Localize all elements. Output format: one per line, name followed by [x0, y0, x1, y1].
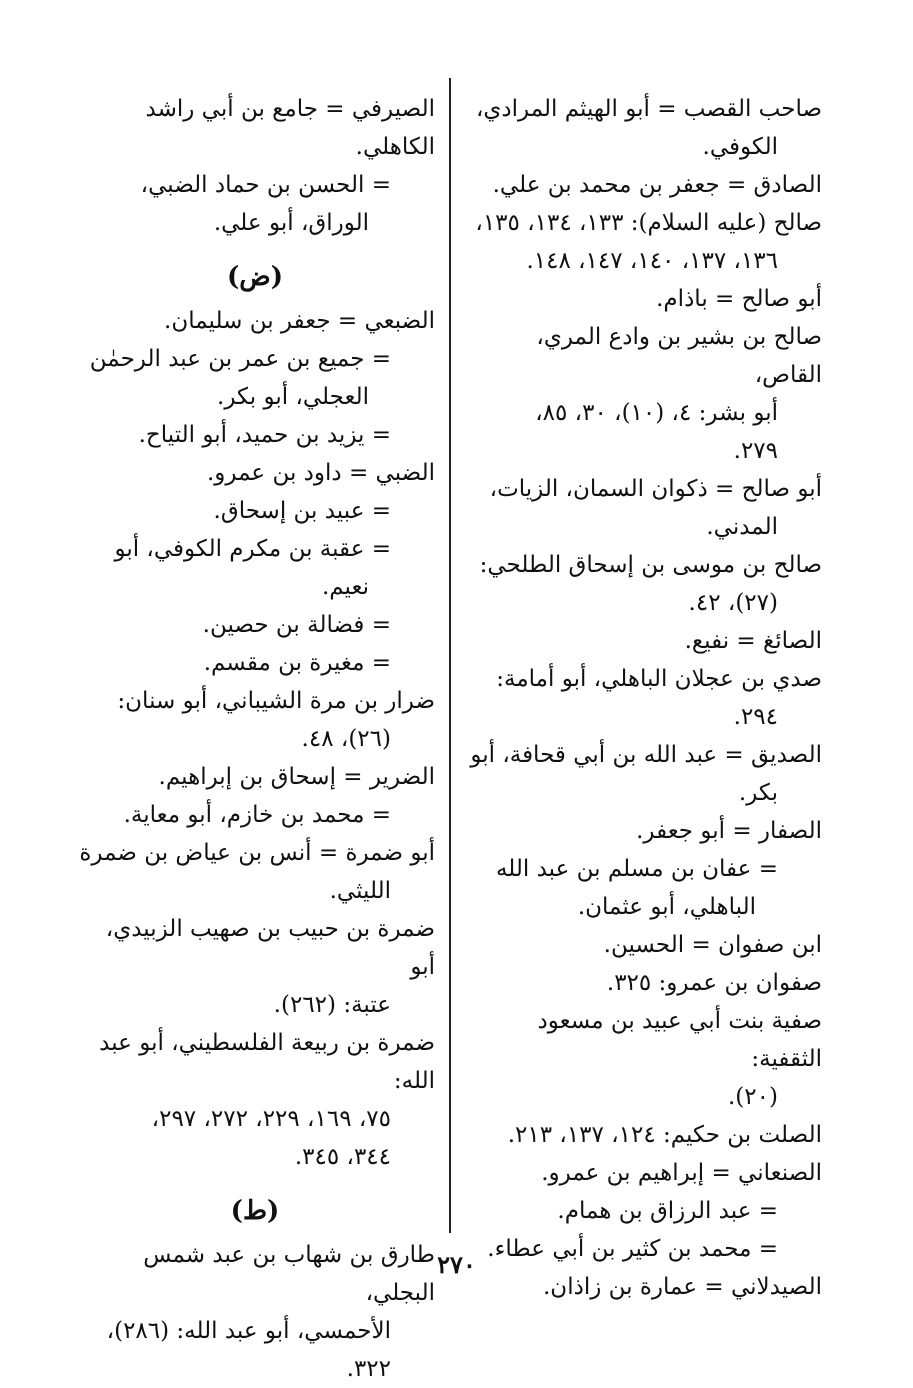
index-entry: [75, 758, 435, 796]
entry-line: = محمد بن كثير بن أبي عطاء.: [487, 1236, 778, 1262]
index-entry: [462, 926, 822, 964]
entry-line: الضرير = إسحاق بن إبراهيم.: [158, 764, 435, 790]
index-entry: [75, 454, 435, 492]
cross-reference-entry: [75, 606, 435, 644]
index-entry: [462, 622, 822, 660]
index-entry: [462, 546, 822, 622]
index-entry: [462, 964, 822, 1002]
entry-line: = عقبة بن مكرم الكوفي، أبو: [114, 536, 391, 562]
cross-reference-entry: [75, 492, 435, 530]
cross-reference-entry: [75, 644, 435, 682]
entry-line: الضبعي = جعفر بن سليمان.: [164, 308, 435, 334]
cross-reference-entry: [75, 416, 435, 454]
entry-line: الصائغ = نفيع.: [684, 628, 822, 654]
entry-line: صفوان بن عمرو: ٣٢٥.: [606, 970, 822, 996]
index-entry: [462, 280, 822, 318]
entry-line: ضرار بن مرة الشيباني، أبو سنان:: [117, 688, 435, 714]
entry-line: نعيم.: [321, 574, 369, 600]
entry-line: أبو صالح = ذكوان السمان، الزيات،: [489, 476, 822, 502]
index-entry: [462, 1002, 822, 1116]
entry-line: الضبي = داود بن عمرو.: [207, 460, 435, 486]
index-entry: [462, 736, 822, 812]
entry-line: صالح بن موسى بن إسحاق الطلحي:: [479, 552, 822, 578]
entry-line: ٣٤٤، ٣٤٥.: [294, 1144, 391, 1170]
entry-line: الصلت بن حكيم: ١٢٤، ١٣٧، ٢١٣.: [507, 1122, 822, 1148]
entry-line: العجلي، أبو بكر.: [217, 384, 369, 410]
entry-line: ٢٧٩.: [733, 438, 778, 464]
entry-line: ٢٩٤.: [733, 704, 778, 730]
entry-line: = عبيد بن إسحاق.: [213, 498, 391, 524]
index-entry: [462, 90, 822, 166]
cross-reference-entry: [75, 796, 435, 834]
entry-line: المدني.: [706, 514, 778, 540]
entry-line: (٢٧)، ٤٢.: [688, 590, 778, 616]
index-entry: [462, 812, 822, 850]
index-entry: [75, 302, 435, 340]
index-entry: [462, 660, 822, 736]
entry-line: ضمرة بن ربيعة الفلسطيني، أبو عبد الله:: [99, 1030, 435, 1094]
index-entry: [75, 682, 435, 758]
cross-reference-entry: [462, 850, 822, 926]
index-entry: [75, 910, 435, 1024]
column-divider: [449, 78, 451, 1233]
section-heading: (ط): [230, 1196, 280, 1226]
entry-line: الصيرفي = جامع بن أبي راشد الكاهلي.: [145, 96, 435, 160]
index-entry: [462, 166, 822, 204]
entry-line: = الحسن بن حماد الضبي،: [140, 172, 391, 198]
index-entry: [75, 1024, 435, 1176]
right-column: [462, 90, 822, 1306]
entry-line: = يزيد بن حميد، أبو التياح.: [138, 422, 391, 448]
entry-line: الليثي.: [329, 878, 391, 904]
cross-reference-entry: [462, 1192, 822, 1230]
index-entry: [462, 1154, 822, 1192]
entry-line: = فضالة بن حصين.: [202, 612, 391, 638]
index-entry: [462, 318, 822, 470]
entry-line: الصديق = عبد الله بن أبي قحافة، أبو: [470, 742, 822, 768]
entry-line: الباهلي، أبو عثمان.: [577, 894, 756, 920]
entry-line: = جميع بن عمر بن عبد الرحمٰن: [89, 346, 391, 372]
entry-line: ضمرة بن حبيب بن صهيب الزبيدي، أبو: [105, 916, 435, 980]
entry-line: صالح (عليه السلام): ١٣٣، ١٣٤، ١٣٥،: [475, 210, 822, 236]
entry-line: أبو بشر: ٤، (١٠)، ٣٠، ٨٥،: [535, 400, 778, 426]
section-heading: (ض): [226, 262, 284, 292]
index-entry: [462, 1116, 822, 1154]
index-entry: [75, 90, 435, 166]
entry-line: الصفار = أبو جعفر.: [636, 818, 822, 844]
cross-reference-entry: [75, 166, 435, 242]
entry-line: ٧٥، ١٦٩، ٢٢٩، ٢٧٢، ٢٩٧،: [151, 1106, 391, 1132]
entry-line: = محمد بن خازم، أبو معاية.: [123, 802, 391, 828]
entry-line: صفية بنت أبي عبيد بن مسعود الثقفية:: [537, 1008, 822, 1072]
entry-line: (٢٦)، ٤٨.: [301, 726, 391, 752]
page-number: ٢٧٠: [437, 1250, 476, 1279]
entry-line: = عفان بن مسلم بن عبد الله: [495, 856, 778, 882]
entry-line: الصيدلاني = عمارة بن زاذان.: [543, 1274, 822, 1300]
entry-line: بكر.: [738, 780, 778, 806]
entry-line: = عبد الرزاق بن همام.: [557, 1198, 778, 1224]
entry-line: ٣٢٢.: [346, 1356, 391, 1382]
left-column: [75, 90, 435, 1388]
entry-line: ١٣٦، ١٣٧، ١٤٠، ١٤٧، ١٤٨.: [526, 248, 778, 274]
cross-reference-entry: [75, 530, 435, 606]
entry-line: صاحب القصب = أبو الهيثم المرادي،: [475, 96, 822, 122]
entry-line: الصادق = جعفر بن محمد بن علي.: [492, 172, 822, 198]
entry-line: الوراق، أبو علي.: [213, 210, 369, 236]
index-entry: [75, 834, 435, 910]
entry-line: ابن صفوان = الحسين.: [603, 932, 822, 958]
index-entry: [462, 204, 822, 280]
entry-line: = مغيرة بن مقسم.: [203, 650, 391, 676]
entry-line: أبو ضمرة = أنس بن عياض بن ضمرة: [79, 840, 435, 866]
entry-line: أبو صالح = باذام.: [656, 286, 822, 312]
entry-line: (٢٠).: [728, 1084, 778, 1110]
entry-line: الصنعاني = إبراهيم بن عمرو.: [541, 1160, 822, 1186]
index-entry: [462, 470, 822, 546]
entry-line: الكوفي.: [702, 134, 778, 160]
entry-line: صالح بن بشير بن وادع المري، القاص،: [536, 324, 822, 388]
entry-line: عتبة: (٢٦٢).: [273, 992, 391, 1018]
entry-line: صدي بن عجلان الباهلي، أبو أمامة:: [496, 666, 822, 692]
cross-reference-entry: [75, 340, 435, 416]
entry-line: الأحمسي، أبو عبد الله: (٢٨٦)،: [106, 1318, 391, 1344]
entry-line: طارق بن شهاب بن عبد شمس البجلي،: [143, 1242, 435, 1306]
